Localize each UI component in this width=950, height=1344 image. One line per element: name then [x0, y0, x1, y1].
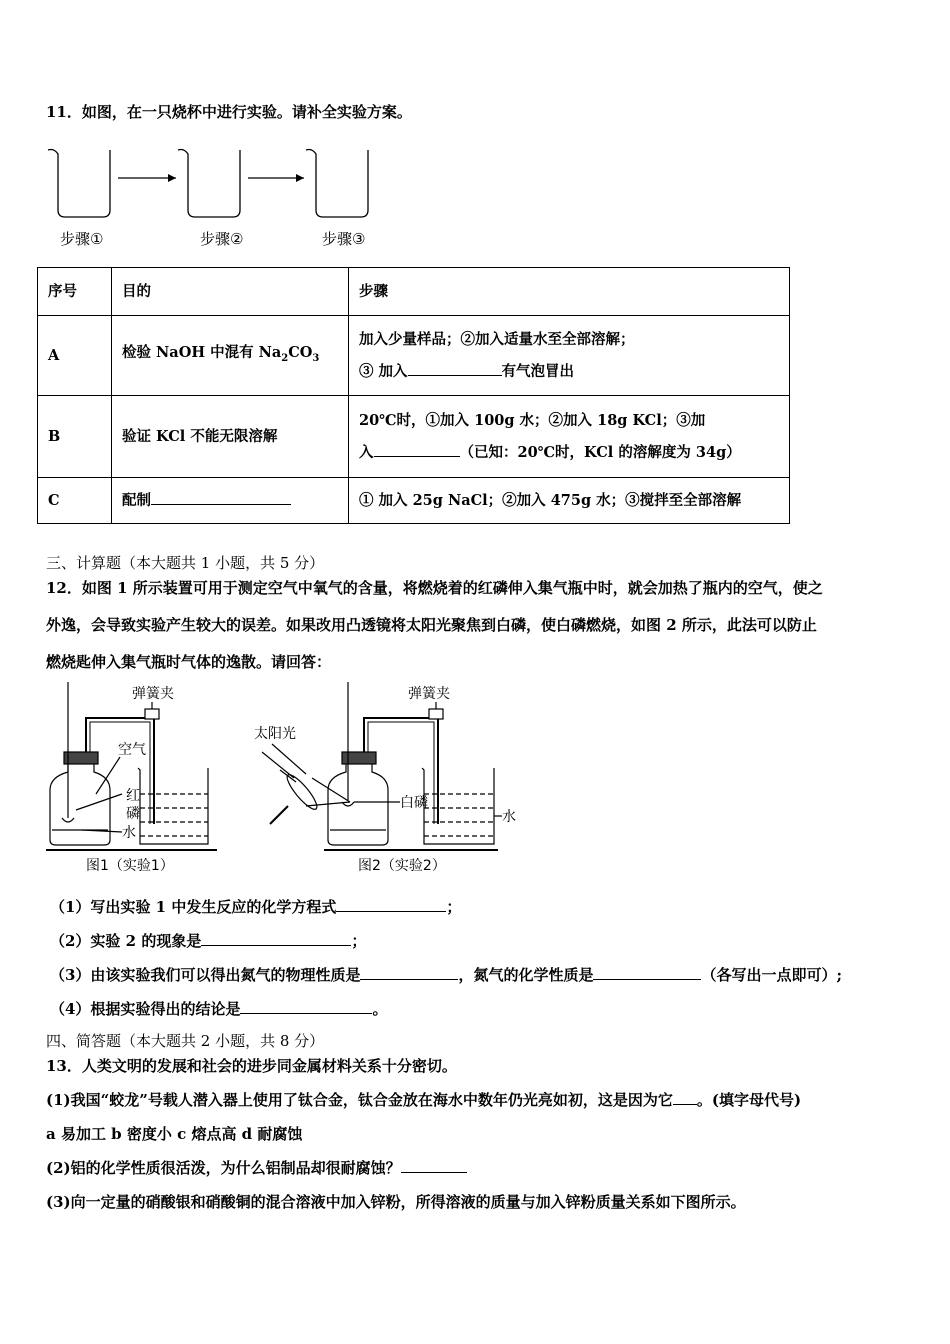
- q12-sub-1: （1）写出实验 1 中发生反应的化学方程式 ；: [50, 898, 462, 916]
- row-purpose: 配制: [112, 478, 349, 524]
- table-row: [38, 478, 790, 524]
- q13-options: a 易加工 b 密度小 c 熔点高 d 耐腐蚀: [46, 1125, 303, 1143]
- answer-blank[interactable]: [151, 490, 291, 505]
- q12-sub-2: （2）实验 2 的现象是 ；: [50, 932, 367, 950]
- table-row: [38, 316, 790, 396]
- fig1-phosphorus-label-2: 磷: [126, 806, 140, 822]
- figure-1-apparatus: [42, 682, 242, 877]
- header-steps: 步骤: [349, 268, 790, 316]
- q12-line-3: 燃烧匙伸入集气瓶时气体的逸散。请回答：: [46, 653, 332, 671]
- gas-jar: [328, 764, 388, 845]
- row-steps: 20℃时，①加入 100g 水；②加入 18g KCl；③加 入 （已知：20℃时，KCl 的溶解度为 34g）: [349, 396, 790, 478]
- beaker: [422, 768, 494, 844]
- answer-blank[interactable]: [240, 999, 372, 1014]
- row-purpose: 验证 KCl 不能无限溶解: [112, 396, 349, 478]
- header-id: 序号: [38, 268, 112, 316]
- table-header-row: [38, 268, 790, 316]
- header-purpose: 目的: [112, 268, 349, 316]
- answer-blank[interactable]: [593, 965, 701, 980]
- beaker: [138, 768, 208, 844]
- beaker-1: [48, 150, 110, 218]
- fig1-air-label: 空气: [118, 742, 146, 758]
- fig1-caption: 图1（实验1）: [86, 858, 174, 874]
- q12-line-2: 外逸，会导致实验产生较大的误差。如果改用凸透镜将太阳光聚焦到白磷，使白磷燃烧，如图 2 所示，此法可以防止: [46, 616, 817, 634]
- q12-sub-4: （4）根据实验得出的结论是 。: [50, 1000, 388, 1018]
- row-steps: ① 加入 25g NaCl；②加入 475g 水；③搅拌至全部溶解: [349, 478, 790, 524]
- section-3-heading: 三、计算题（本大题共 1 小题，共 5 分）: [46, 554, 325, 572]
- q12-line-1: 12．如图 1 所示装置可用于测定空气中氧气的含量，将燃烧着的红磷伸入集气瓶中时，就会加热了瓶内的空气，使之: [46, 579, 823, 597]
- row-id: A: [38, 316, 112, 396]
- q13-stem: 13．人类文明的发展和社会的进步同金属材料关系十分密切。: [46, 1057, 457, 1075]
- answer-blank[interactable]: [673, 1090, 697, 1105]
- q11-stem: 11．如图，在一只烧杯中进行实验。请补全实验方案。: [46, 103, 412, 121]
- beaker-2: [178, 150, 240, 218]
- row-purpose: 检验 NaOH 中混有 $Na_2CO_3$: [112, 316, 349, 396]
- section-4-heading: 四、简答题（本大题共 2 小题，共 8 分）: [46, 1032, 325, 1050]
- gas-jar: [50, 764, 110, 845]
- fig1-water-label: 水: [122, 825, 136, 841]
- step-3-label: 步骤③: [322, 230, 366, 248]
- table-row: [38, 396, 790, 478]
- experiment-table: [37, 267, 790, 524]
- fig2-caption: 图2（实验2）: [358, 858, 446, 874]
- fig2-sunlight-label: 太阳光: [254, 726, 296, 742]
- fig1-phosphorus-label-1: 红: [126, 788, 140, 804]
- answer-blank[interactable]: [401, 1158, 467, 1173]
- row-id: C: [38, 478, 112, 524]
- answer-blank[interactable]: [336, 897, 446, 912]
- fig2-white-phosphorus-label: 白磷: [400, 795, 428, 811]
- answer-blank[interactable]: [201, 931, 351, 946]
- beaker-3: [306, 150, 368, 218]
- figure-2-apparatus: [250, 682, 530, 877]
- q13-part-3: (3)向一定量的硝酸银和硝酸铜的混合溶液中加入锌粉，所得溶液的质量与加入锌粉质量关系如下图所示。: [46, 1193, 746, 1211]
- step-1-label: 步骤①: [60, 230, 104, 248]
- beaker-steps-figure: [40, 140, 400, 255]
- step-2-label: 步骤②: [200, 230, 244, 248]
- answer-blank[interactable]: [360, 965, 458, 980]
- q13-part-2: (2)铝的化学性质很活泼，为什么铝制品却很耐腐蚀？: [46, 1158, 467, 1178]
- fig2-water-label: 水: [502, 809, 516, 825]
- answer-blank[interactable]: [374, 442, 460, 457]
- convex-lens: [283, 771, 320, 812]
- row-id: B: [38, 396, 112, 478]
- q12-sub-3: （3）由该实验我们可以得出氮气的物理性质是 ，氮气的化学性质是 （各写出一点即可）;: [50, 966, 843, 984]
- fig2-clamp-label: 弹簧夹: [408, 686, 450, 702]
- fig1-clamp-label: 弹簧夹: [132, 686, 174, 702]
- answer-blank[interactable]: [408, 361, 502, 376]
- q13-part-1: (1)我国“蛟龙”号载人潜入器上使用了钛合金，钛合金放在海水中数年仍光亮如初，这是因为它 。(填字母代号): [46, 1091, 802, 1109]
- row-steps: 加入少量样品；②加入适量水至全部溶解； ③ 加入 有气泡冒出: [349, 316, 790, 396]
